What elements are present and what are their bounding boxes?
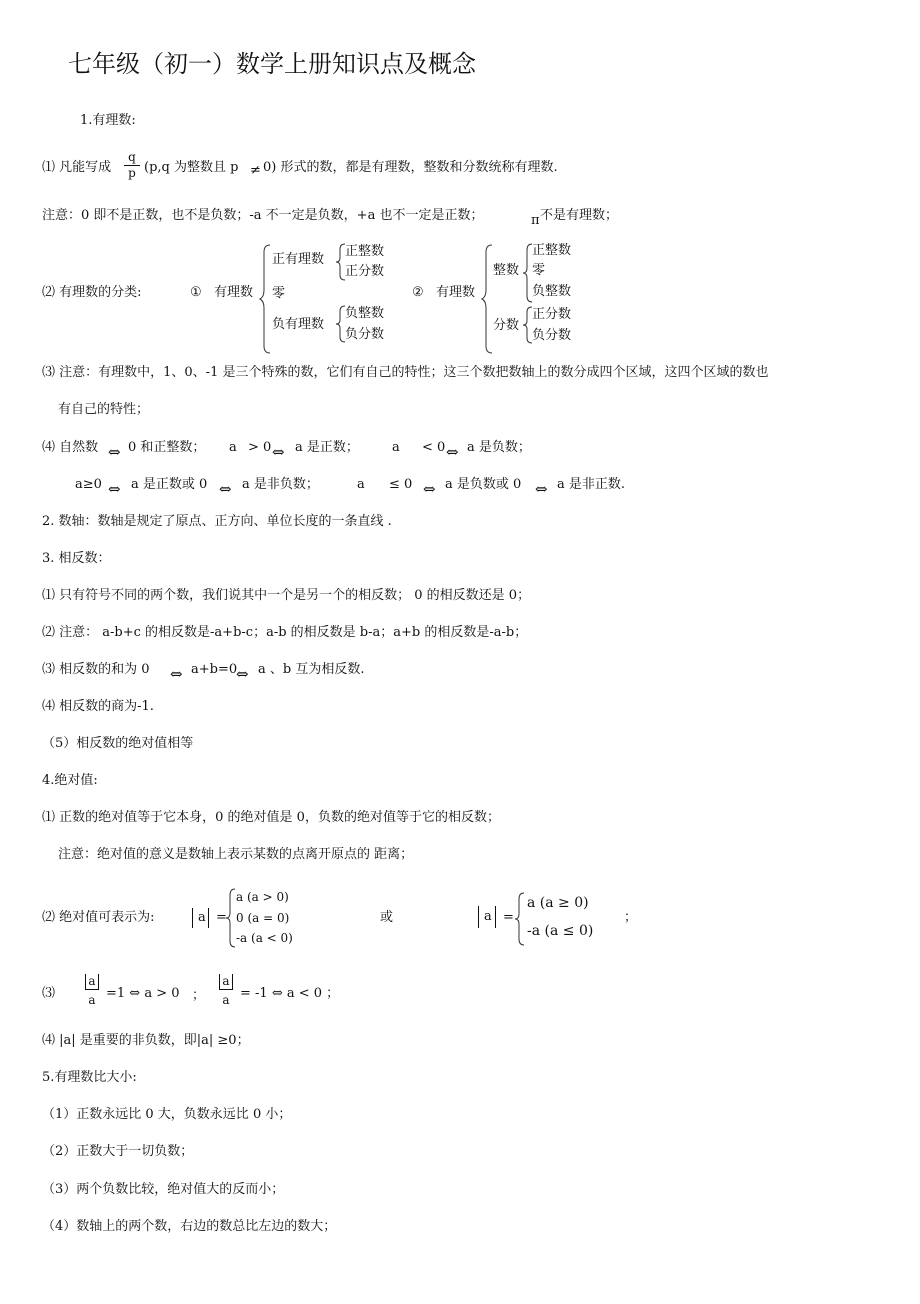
classification-label: ⑵ 有理数的分类:	[42, 285, 142, 300]
abs-variable: a	[484, 909, 492, 924]
c2-zero: 零	[532, 263, 546, 278]
case-positive: a (a > 0)	[236, 890, 289, 904]
iff-symbol: ⇔	[170, 665, 183, 683]
s1-p4-a-ge0: a≥0	[75, 477, 102, 492]
s1-p4-nonpositive: a 是非正数.	[557, 477, 626, 492]
section-4-heading: 4.绝对值:	[42, 773, 98, 788]
s3-p5: （5）相反数的绝对值相等	[42, 736, 194, 751]
s1-p4-a3: a	[357, 477, 365, 492]
abs-bar-right	[495, 906, 496, 928]
classification-2-main-brace	[482, 244, 494, 354]
semicolon: ；	[624, 910, 638, 925]
s1-note-text: 注意：0 即不是正数，也不是负数；-a 不一定是负数，+a 也不一定是正数；	[42, 208, 484, 223]
s3-p4: ⑷ 相反数的商为-1.	[42, 699, 154, 714]
s1-p4-gt0: > 0	[248, 440, 272, 455]
c2-positive-fraction: 正分数	[532, 307, 572, 322]
abs-bar-left	[192, 908, 193, 928]
iff-symbol: ⇔	[272, 443, 285, 461]
page-title: 七年级（初一）数学上册知识点及概念	[68, 50, 476, 78]
list-item: （2）正数大于一切负数；	[42, 1144, 194, 1159]
s1-p4-a2: a	[392, 440, 400, 455]
equals-sign: =	[503, 910, 514, 925]
s4-p3-label: ⑶	[42, 986, 56, 1001]
c2-negative-integer: 负整数	[532, 284, 572, 299]
s3-p2: ⑵ 注意： a-b+c 的相反数是-a+b-c；a-b 的相反数是 b-a；a+b 的相反数是-a-b；	[42, 625, 528, 640]
s1-p4-nonnegative: a 是非负数；	[242, 477, 319, 492]
abs-bar-right	[208, 908, 209, 928]
c1-negative-rational: 负有理数	[272, 317, 325, 332]
or-word: 或	[380, 910, 394, 925]
abs-bar-left	[478, 906, 479, 928]
case-non-positive: -a (a ≤ 0)	[527, 923, 594, 939]
fraction-2-result: = -1 ⇔ a < 0 ；	[240, 986, 340, 1001]
fraction-denominator: p	[128, 166, 136, 180]
s1-p4-neg-or-zero: a 是负数或 0	[445, 477, 522, 492]
fraction-numerator: a	[85, 974, 99, 990]
section-3-heading: 3. 相反数：	[42, 551, 111, 566]
iff-symbol: ⇔	[446, 443, 459, 461]
list-item: （1）正数永远比 0 大，负数永远比 0 小；	[42, 1107, 292, 1122]
s1-p4-positive: a 是正数；	[295, 440, 359, 455]
fraction-denominator: a	[88, 993, 96, 1007]
s1-note-suffix: 不是有理数；	[540, 208, 619, 223]
iff-symbol: ⇔	[423, 480, 436, 498]
s4-p1: ⑴ 正数的绝对值等于它本身，0 的绝对值是 0，负数的绝对值等于它的相反数；	[42, 810, 500, 825]
s3-p3-equation: a+b=0	[191, 662, 238, 677]
classification-1-root: 有理数	[214, 285, 254, 300]
classification-2-marker: ②	[412, 285, 424, 300]
abs-variable: a	[198, 910, 206, 925]
classification-1-main-brace	[260, 244, 272, 354]
s4-note: 注意：绝对值的意义是数轴上表示某数的点离开原点的 距离；	[58, 847, 414, 862]
s1-p4-zero-positive: 0 和正整数；	[128, 440, 206, 455]
s1-p1-suffix: 0) 形式的数，都是有理数，整数和分数统称有理数.	[263, 160, 558, 175]
separator: ；	[192, 988, 206, 1003]
list-item: （4）数轴上的两个数，右边的数总比左边的数大；	[42, 1219, 337, 1234]
s4-p2-label: ⑵ 绝对值可表示为:	[42, 910, 155, 925]
s1-p4-le0: ≤ 0	[389, 477, 413, 492]
section-2-text: 2. 数轴：数轴是规定了原点、正方向、单位长度的一条直线 .	[42, 514, 392, 529]
c2-negative-fraction: 负分数	[532, 328, 572, 343]
fraction-numerator: a	[219, 974, 233, 990]
c1-positive-integer: 正整数	[345, 244, 385, 259]
piecewise-brace-1	[226, 888, 236, 948]
s1-p1-middle: (p,q 为整数且 p	[144, 160, 239, 175]
iff-symbol: ⇔	[219, 480, 232, 498]
c2-positive-integer: 正整数	[532, 243, 572, 258]
abs-a-over-a-fraction	[82, 974, 102, 1008]
s1-p3-line1: ⑶ 注意：有理数中，1、0、-1 是三个特殊的数，它们有自己的特性；这三个数把数轴上的数分成四个区域，这四个区域的数也	[42, 365, 769, 380]
s4-p4: ⑷ |a| 是重要的非负数，即|a| ≥0；	[42, 1033, 250, 1048]
s1-p4-negative: a 是负数；	[467, 440, 531, 455]
list-item: （3）两个负数比较，绝对值大的反而小；	[42, 1182, 285, 1197]
s1-p4-natural: ⑷ 自然数	[42, 440, 99, 455]
abs-a-over-a-fraction	[216, 974, 236, 1008]
s1-p4-pos-or-zero: a 是正数或 0	[131, 477, 208, 492]
case-non-negative: a (a ≥ 0)	[527, 895, 589, 911]
fraction-1-result: =1 ⇔ a > 0	[106, 986, 180, 1001]
c1-negative-integer: 负整数	[345, 306, 385, 321]
c1-positive-rational: 正有理数	[272, 252, 325, 267]
s3-p3-end: a 、b 互为相反数.	[258, 662, 365, 677]
c2-integer: 整数	[493, 263, 520, 278]
s3-p1: ⑴ 只有符号不同的两个数，我们说其中一个是另一个的相反数； 0 的相反数还是 0；	[42, 588, 531, 603]
case-negative: -a (a < 0)	[236, 931, 293, 945]
c1-positive-fraction: 正分数	[345, 264, 385, 279]
iff-symbol: ⇔	[108, 480, 121, 498]
fraction-denominator: a	[222, 993, 230, 1007]
not-equal-sign: ≠	[250, 163, 261, 178]
piecewise-brace-2	[515, 892, 525, 946]
c1-negative-fraction: 负分数	[345, 327, 385, 342]
fraction-numerator: q	[124, 150, 140, 166]
c1-zero: 零	[272, 286, 286, 301]
pi-symbol: π	[531, 213, 540, 228]
iff-symbol: ⇔	[236, 665, 249, 683]
s1-p4-a1: a	[229, 440, 237, 455]
s1-p4-lt0: < 0	[422, 440, 446, 455]
classification-1-marker: ①	[190, 285, 202, 300]
iff-symbol: ⇔	[108, 443, 121, 461]
s3-p3-start: ⑶ 相反数的和为 0	[42, 662, 150, 677]
case-zero: 0 (a = 0)	[236, 911, 290, 925]
section-1-heading: 1.有理数:	[80, 113, 136, 128]
iff-symbol: ⇔	[535, 480, 548, 498]
classification-2-root: 有理数	[436, 285, 476, 300]
q-over-p-fraction	[124, 150, 140, 181]
c2-fraction: 分数	[493, 318, 520, 333]
s1-p1-prefix: ⑴ 凡能写成	[42, 160, 112, 175]
s1-p3-line2: 有自己的特性；	[58, 402, 150, 417]
section-5-heading: 5.有理数比大小:	[42, 1070, 137, 1085]
equals-sign: =	[216, 910, 227, 925]
